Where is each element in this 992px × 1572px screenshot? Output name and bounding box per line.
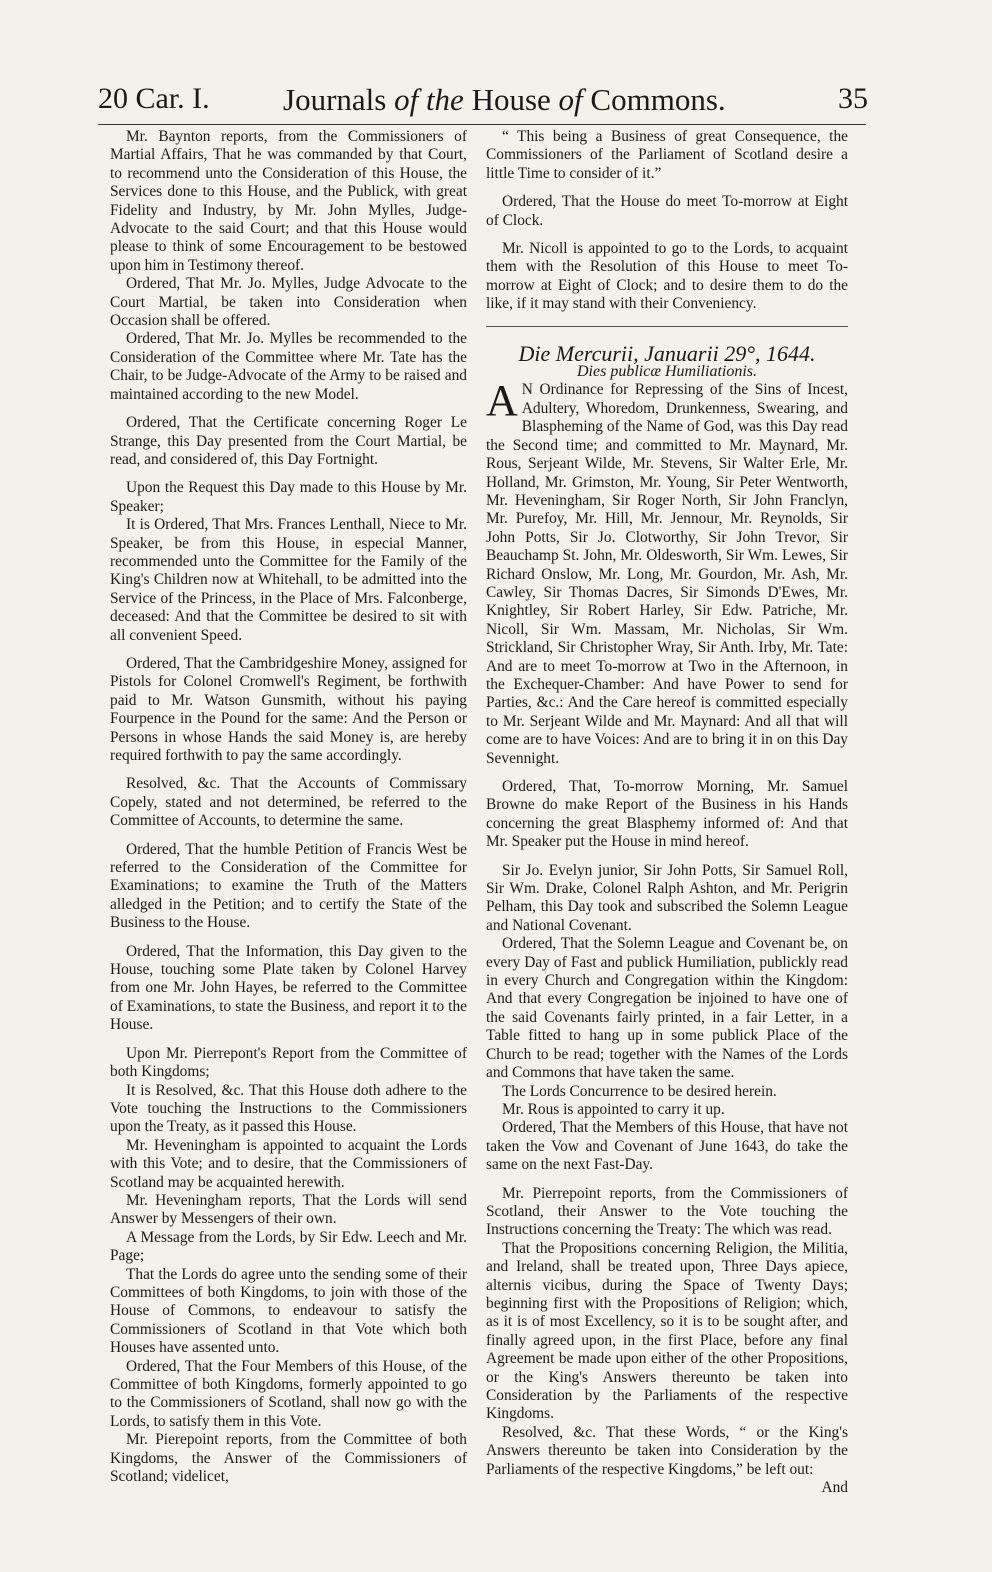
entry-paragraph: “ This being a Business of great Consequence, the Commissioners of the Parliament of Scotland desire a little Time to consider of it.” <box>486 128 848 182</box>
entry-paragraph: Ordered, That the House do meet To-morrow at Eight of Clock. <box>486 193 848 229</box>
entry-paragraph: Ordered, That the Solemn League and Covenant be, on every Day of Fast and publick Humiliation, publickly read in every Church and Congregation within the Kingdom: And that every Congregation be injoined to have one of the said Covenants fairly printed, in a fair Letter, in a Table fitted to hang up in some publick Place of the Church to be read; together with the Names of the Lords and Commons that have taken the same. <box>486 935 848 1082</box>
entry-paragraph: Mr. Baynton reports, from the Commissioners of Martial Affairs, That he was commanded by that Court, to recommend unto the Consideration of this House, the Services done to this House, and the Publick, with great Fidelity and Industry, by Mr. John Mylles, Judge-Advocate to the said Court; and that this House would please to think of some Encouragement to be bestowed upon him in Testimony thereof. <box>110 128 467 274</box>
entry-paragraph: That the Lords do agree unto the sending some of their Committees of both Kingdoms, to join with those of the House of Commons, to endeavour to satisfy the Commissioners of Scotland in that Vote which both Houses have assented unto. <box>110 1265 467 1357</box>
right-column <box>486 128 848 1497</box>
entry-paragraph: Mr. Nicoll is appointed to go to the Lords, to acquaint them with the Resolution of this House to meet To-morrow at Eight of Clock; and to desire them to do the like, if it may stand with their Conveniency. <box>486 240 848 313</box>
entry-paragraph: Mr. Pierrepoint reports, from the Commissioners of Scotland, their Answer to the Vote touching the Instructions concerning the Treaty: The which was read. <box>486 1184 848 1239</box>
catchword: And <box>821 1479 848 1497</box>
entry-paragraph: A Message from the Lords, by Sir Edw. Leech and Mr. Page; <box>110 1228 467 1265</box>
entry-paragraph: Ordered, That the Cambridgeshire Money, assigned for Pistols for Colonel Cromwell's Regiment, be forthwith paid to Mr. Watson Gunsmith, without his paying Fourpence in the Pound for the same: And the Person or Persons in whose Hands the said Money is, are hereby required forthwith to pay the same accordingly. <box>110 654 467 764</box>
page-header <box>98 82 868 122</box>
drop-capital: A <box>486 376 518 426</box>
journal-title: Journals of the House of Commons. <box>283 82 726 117</box>
entry-paragraph: It is Ordered, That Mrs. Frances Lenthall, Niece to Mr. Speaker, be from this House, in especial Manner, recommended unto the Committee for the Family of the King's Children now at Whitehall, to be admitted into the Service of the Princess, in the Place of Mrs. Falconberge, deceased: And that the Committee be desired to sit with all convenient Speed. <box>110 516 467 644</box>
entry-paragraph: The Lords Concurrence to be desired herein. <box>502 1082 777 1100</box>
regnal-year: 20 Car. I. <box>98 82 210 115</box>
header-rule <box>98 124 866 125</box>
entry-paragraph: Ordered, That Mr. Jo. Mylles be recommended to the Consideration of the Committee where Mr. Tate has the Chair, to be Judge-Advocate of the Army to be raised and maintained according to the new Model. <box>110 330 467 403</box>
section-divider <box>486 326 848 327</box>
entry-paragraph: Ordered, That the humble Petition of Francis West be referred to the Consideration of the Committee for Examinations; to examine the Truth of the Matters alledged in the Petition; and to certify the State of the Business to the House. <box>110 840 467 932</box>
entry-paragraph: Resolved, &c. That these Words, “ or the King's Answers thereunto be taken into Consideration by the Parliaments of the respective Kingdoms,” be left out: <box>486 1423 848 1478</box>
entry-paragraph: Ordered, That Mr. Jo. Mylles, Judge Advocate to the Court Martial, be taken into Consideration when Occasion shall be offered. <box>110 275 467 330</box>
entry-paragraph: Upon the Request this Day made to this House by Mr. Speaker; <box>110 479 467 515</box>
entry-paragraph: N Ordinance for Repressing of the Sins of Incest, Adultery, Whoredom, Drunkenness, Swearing, and Blaspheming of the Name of God, was this Day read the Second time; and committed to Mr. Maynard, Mr. Rous, Serjeant Wilde, Mr. Stevens, Sir Walter Erle, Mr. Holland, Mr. Grimston, Mr. Young, Sir Peter Wentworth, Mr. Heveningham, Sir Roger North, Sir John Franclyn, Mr. Purefoy, Mr. Hill, Mr. Jennour, Mr. Reynolds, Sir John Potts, Sir Jo. Clotworthy, Sir John Trevor, Sir Beauchamp St. John, Mr. Oldesworth, Sir Wm. Lewes, Sir Richard Onslow, Mr. Long, Mr. Gourdon, Mr. Ash, Mr. Cawley, Sir Thomas Dacres, Sir Simonds D'Ewes, Mr. Knightley, Sir Robert Harley, Sir Edw. Patriche, Mr. Nicoll, Sir Wm. Massam, Mr. Nicholas, Sir Wm. Strickland, Sir Christopher Wray, Sir Anth. Irby, Mr. Tate: And are to meet To-morrow at Two in the Afternoon, in the Exchequer-Chamber: And have Power to send for Parties, &c.: And the Care hereof is committed especially to Mr. Serjeant Wilde and Mr. Maynard: And all that will come are to have Voices: And are to bring it in on this Day Sevennight. <box>486 381 848 767</box>
entry-paragraph: Mr. Heveningham is appointed to acquaint the Lords with this Vote; and to desire, that the Commissioners of Scotland may be acquainted herewith. <box>110 1136 467 1191</box>
entry-paragraph: Mr. Pierepoint reports, from the Committee of both Kingdoms, the Answer of the Commissioners of Scotland; videlicet, <box>110 1431 467 1486</box>
entry-paragraph: That the Propositions concerning Religion, the Militia, and Ireland, shall be treated upon, Three Days apiece, alternis vicibus, during the Space of Twenty Days; beginning first with the Propositions of Religion; which, as it is of most Excellency, so it is to be sought after, and finally agreed upon, in the first Place, before any final Agreement be made upon either of the other Propositions, or the King's Answers thereunto be taken into Consideration by the Parliaments of the respective Kingdoms. <box>486 1239 848 1423</box>
entry-paragraph: Resolved, &c. That the Accounts of Commissary Copely, stated and not determined, be referred to the Committee of Accounts, to determine the same. <box>110 775 467 830</box>
entry-paragraph: Ordered, That the Certificate concerning Roger Le Strange, this Day presented from the Court Martial, be read, and considered of, this Day Fortnight. <box>110 414 467 468</box>
entry-paragraph: Ordered, That, To-morrow Morning, Mr. Samuel Browne do make Report of the Business in his Hands concerning the great Blasphemy informed of: And that Mr. Speaker put the House in mind hereof. <box>486 778 848 851</box>
entry-paragraph: Ordered, That the Information, this Day given to the House, touching some Plate taken by Colonel Harvey from one Mr. John Hayes, be referred to the Committee of Examinations, to state the Business, and report it to the House. <box>110 942 467 1034</box>
entry-paragraph: Ordered, That the Four Members of this House, of the Committee of both Kingdoms, formerly appointed to go to the Commissioners of Scotland, shall now go with the Lords, to satisfy them in this Vote. <box>110 1357 467 1430</box>
dropcap-entry <box>486 376 848 768</box>
day-subheading: Dies publicæ Humiliationis. <box>577 363 757 381</box>
page-number: 35 <box>838 82 868 115</box>
date-heading: Die Mercurii, Januarii 29°, 1644. <box>518 340 816 366</box>
left-column <box>110 128 467 1486</box>
entry-paragraph: Ordered, That the Members of this House, that have not taken the Vow and Covenant of June 1643, do take the same on the next Fast-Day. <box>486 1119 848 1174</box>
entry-paragraph: Mr. Rous is appointed to carry it up. <box>502 1100 725 1118</box>
entry-paragraph: Sir Jo. Evelyn junior, Sir John Potts, Sir Samuel Roll, Sir Wm. Drake, Colonel Ralph Ashton, and Mr. Perigrin Pelham, this Day took and subscribed the Solemn League and National Covenant. <box>486 861 848 934</box>
entry-paragraph: It is Resolved, &c. That this House doth adhere to the Vote touching the Instructions to the Commissioners upon the Treaty, as it passed this House. <box>110 1081 467 1136</box>
entry-paragraph: Upon Mr. Pierrepont's Report from the Committee of both Kingdoms; <box>110 1044 467 1081</box>
entry-paragraph: Mr. Heveningham reports, That the Lords will send Answer by Messengers of their own. <box>110 1191 467 1228</box>
